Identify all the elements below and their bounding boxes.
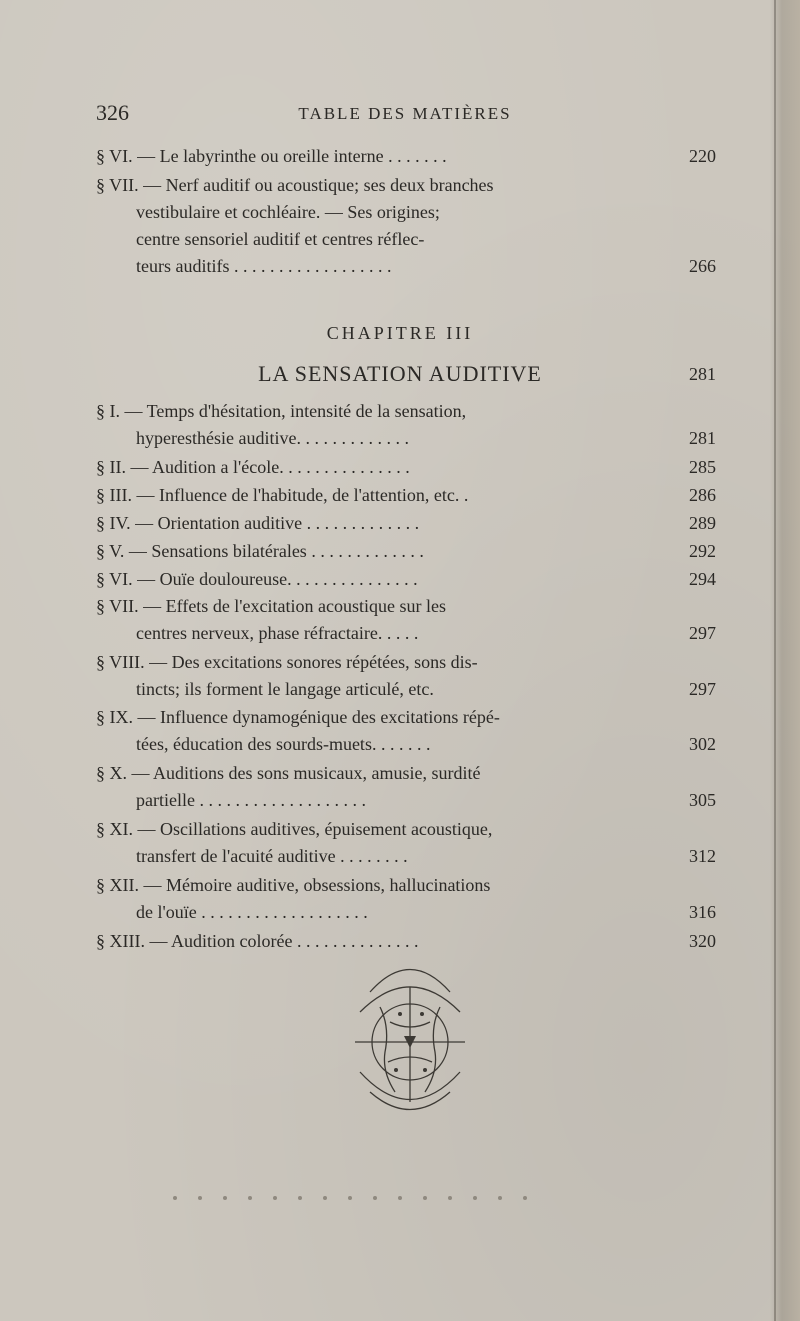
toc-entry	[96, 928, 716, 955]
entry-page-number: 220	[689, 146, 716, 166]
toc-entry	[96, 649, 716, 703]
entry-text: § VII. — Nerf auditif ou acoustique; ses deux branches	[96, 175, 494, 195]
entry-text: § VIII. — Des excitations sonores répétées, sons dis-	[96, 652, 478, 672]
running-title: TABLE DES MATIÈRES	[298, 104, 512, 123]
chapter-page-number: 281	[689, 364, 716, 384]
entry-page-number: 266	[689, 256, 716, 276]
entry-text: § XI. — Oscillations auditives, épuisement acoustique,	[96, 819, 493, 839]
toc-entry	[96, 172, 716, 280]
toc-entry	[96, 482, 716, 509]
entry-page-number: 312	[689, 846, 716, 866]
bleedthrough-specks	[170, 1193, 530, 1203]
entry-page-number: 286	[689, 485, 716, 505]
entry-text-continued: vestibulaire et cochléaire. — Ses origines;	[136, 202, 440, 222]
toc-entry	[96, 143, 716, 170]
entry-page-number: 297	[689, 623, 716, 643]
entry-page-number: 302	[689, 734, 716, 754]
toc-entry	[96, 566, 716, 593]
entry-page-number: 294	[689, 569, 716, 589]
entry-text: § VI. — Ouïe douloureuse. . . . . . . . . . . . . . .	[96, 569, 418, 589]
entry-text: § VI. — Le labyrinthe ou oreille interne . . . . . . .	[96, 146, 447, 166]
entry-text-continued: transfert de l'acuité auditive . . . . . . . .	[136, 846, 408, 866]
toc-entry	[96, 872, 716, 926]
toc-entry	[96, 704, 716, 758]
chapter-title: LA SENSATION AUDITIVE	[258, 361, 542, 386]
entry-page-number: 320	[689, 931, 716, 951]
entry-page-number: 297	[689, 679, 716, 699]
page-number: 326	[96, 100, 129, 125]
entry-text-continued: partielle . . . . . . . . . . . . . . . . . . .	[136, 790, 366, 810]
entry-page-number: 285	[689, 457, 716, 477]
ornament-vignette-icon	[330, 952, 490, 1122]
entry-text: § X. — Auditions des sons musicaux, amusie, surdité	[96, 763, 481, 783]
entry-text: § I. — Temps d'hésitation, intensité de la sensation,	[96, 401, 467, 421]
entry-page-number: 305	[689, 790, 716, 810]
entry-text-continued: centres nerveux, phase réfractaire. . . . .	[136, 623, 419, 643]
entry-text: § II. — Audition a l'école. . . . . . . . . . . . . . .	[96, 457, 410, 477]
toc-entry	[96, 816, 716, 870]
entry-text: § IV. — Orientation auditive . . . . . . . . . . . . .	[96, 513, 420, 533]
entry-text-continued: de l'ouïe . . . . . . . . . . . . . . . . . . .	[136, 902, 368, 922]
entry-text: § IX. — Influence dynamogénique des excitations répé-	[96, 707, 500, 727]
entry-text-continued: teurs auditifs . . . . . . . . . . . . . . . . . .	[136, 256, 392, 276]
chapter-label: CHAPITRE III	[326, 323, 474, 343]
entry-text-continued: centre sensoriel auditif et centres réflec-	[136, 229, 425, 249]
entry-text: § III. — Influence de l'habitude, de l'attention, etc. .	[96, 485, 469, 505]
entry-text: § V. — Sensations bilatérales . . . . . . . . . . . . .	[96, 541, 424, 561]
page-header	[0, 100, 800, 130]
entry-text: § VII. — Effets de l'excitation acoustique sur les	[96, 596, 446, 616]
entry-page-number: 292	[689, 541, 716, 561]
toc-entry	[96, 760, 716, 814]
entry-text: § XIII. — Audition colorée . . . . . . . . . . . . . .	[96, 931, 419, 951]
entry-page-number: 281	[689, 428, 716, 448]
page-edge	[774, 0, 776, 1321]
entry-text-continued: tées, éducation des sourds-muets. . . . . . .	[136, 734, 431, 754]
entry-text-continued: hyperesthésie auditive. . . . . . . . . . . . .	[136, 428, 409, 448]
entry-text-continued: tincts; ils forment le langage articulé, etc.	[136, 679, 434, 699]
toc-entry	[96, 593, 716, 647]
toc-entry	[96, 454, 716, 481]
entry-page-number: 289	[689, 513, 716, 533]
toc-entry	[96, 510, 716, 537]
entry-text: § XII. — Mémoire auditive, obsessions, hallucinations	[96, 875, 491, 895]
entry-page-number: 316	[689, 902, 716, 922]
toc-entry	[96, 398, 716, 452]
toc-entry	[96, 538, 716, 565]
